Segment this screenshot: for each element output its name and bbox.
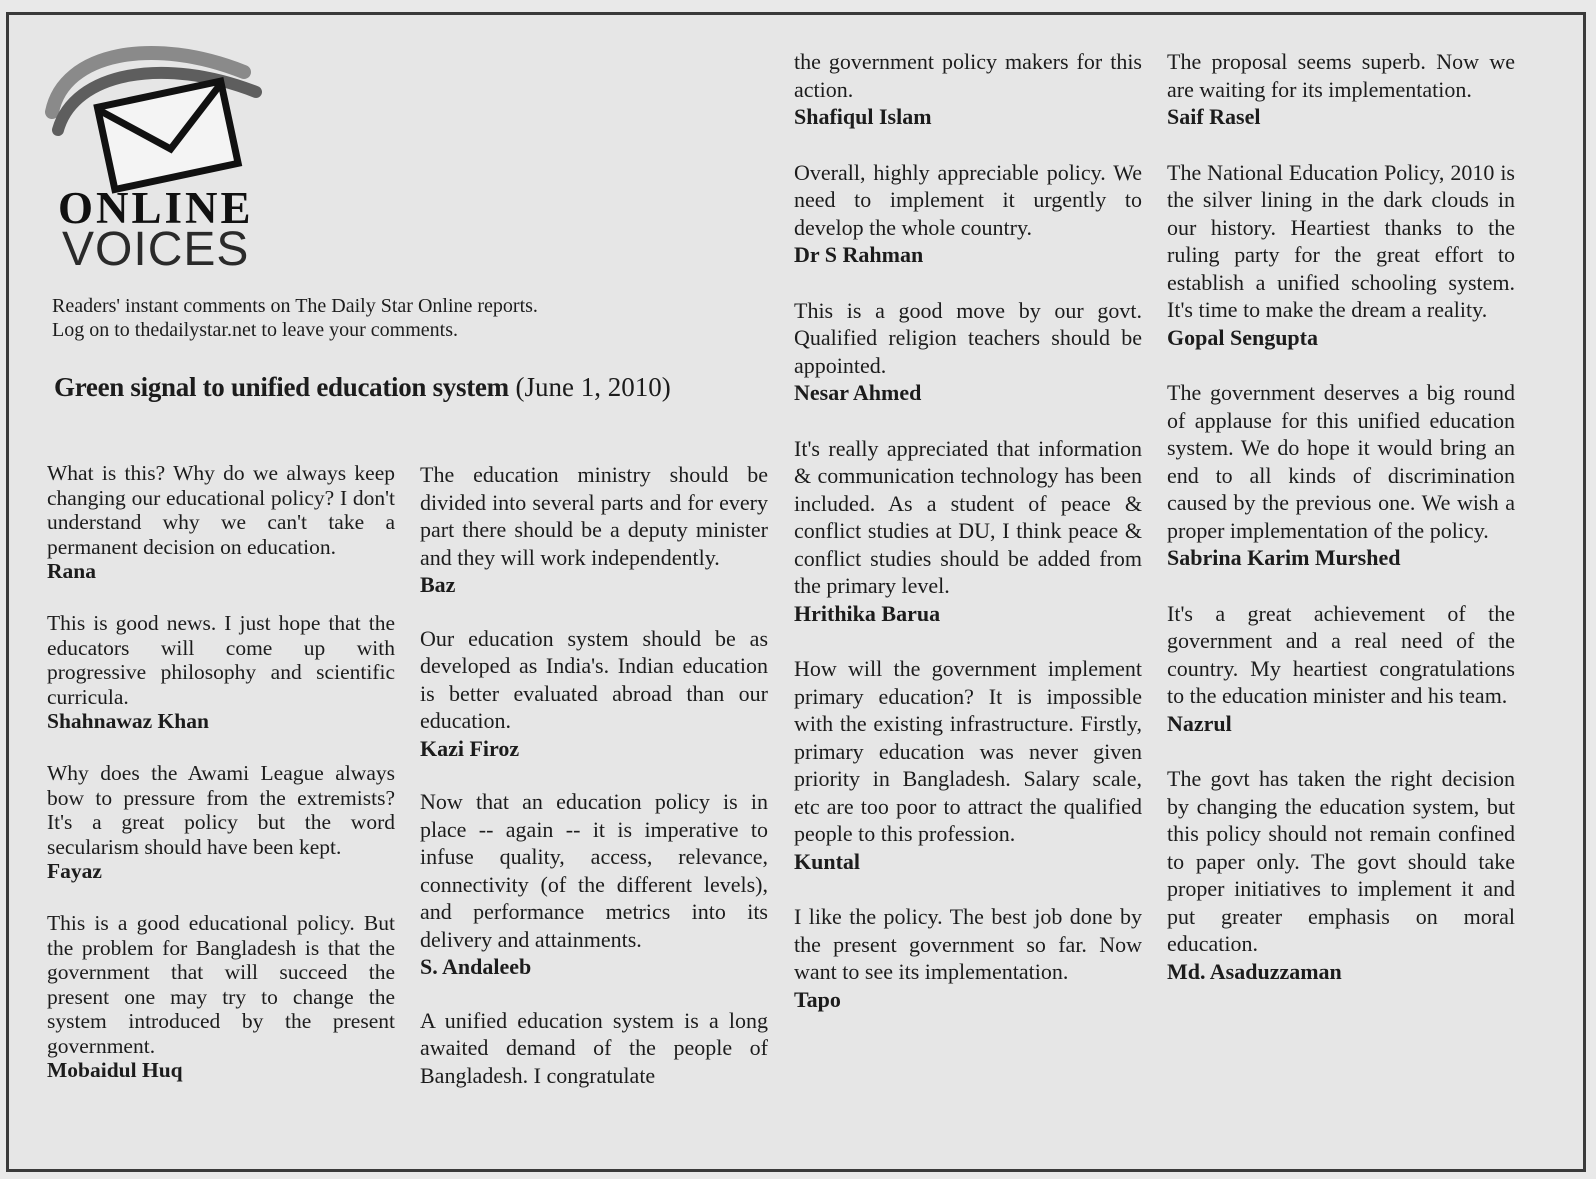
comment-column-2: [420, 461, 768, 1115]
headline-date: (June 1, 2010): [508, 372, 671, 402]
comment-author: Dr S Rahman: [794, 242, 924, 267]
logo-text-voices: VOICES: [62, 223, 250, 276]
comment-text: This is a good move by our govt. Qualified religion teachers should be appointed.: [794, 297, 1142, 378]
intro-text: [52, 294, 692, 342]
comment-text: Overall, highly appreciable policy. We need to implement it urgently to develop the whole country.: [794, 159, 1142, 240]
comment-text: Why does the Awami League always bow to pressure from the extremists? It's a great policy but the word secularism should have been kept.: [47, 760, 395, 859]
comment: [794, 655, 1142, 875]
comment-author: Kuntal: [794, 848, 861, 874]
comment-author: Mobaidul Huq: [47, 1058, 183, 1083]
online-voices-logo: [44, 42, 284, 282]
comment-text: Now that an education policy is in place -- again -- it is imperative to infuse quality, access, relevance, connectivity (of the different levels), and performance metrics into its delivery and attainments.: [420, 789, 768, 952]
comment: [794, 159, 1142, 269]
intro-line-1: Readers' instant comments on The Daily Star Online reports.: [52, 295, 538, 317]
comment-text: A unified education system is a long awaited demand of the people of Bangladesh. I congratulate: [420, 1007, 768, 1088]
intro-line-2: Log on to thedailystar.net to leave your comments.: [52, 319, 459, 341]
comment-column-1: [47, 461, 395, 1110]
logo-text-online: ONLINE: [58, 183, 254, 233]
comment: [794, 435, 1142, 628]
envelope-icon: [44, 42, 284, 202]
comment-author: Baz: [420, 572, 456, 597]
comment-text: How will the government implement primary education? It is impossible with the existing infrastructure. Firstly, primary education was never given priority in Bangladesh. Salary scale, etc are too poor to attract the qualified people to this profession.: [794, 656, 1142, 846]
comment: [420, 625, 768, 763]
comment-text: the government policy makers for this action.: [794, 49, 1142, 102]
comment: [794, 297, 1142, 407]
comment: [1167, 765, 1515, 985]
comment-author: Nesar Ahmed: [794, 380, 922, 405]
comment-author: Gopal Sengupta: [1167, 324, 1318, 350]
comment: [794, 903, 1142, 1013]
comment-text: Our education system should be as developed as India's. Indian education is better evaluated abroad than our education.: [420, 625, 768, 733]
headline-title: Green signal to unified education system: [54, 372, 509, 402]
comment: [1167, 48, 1515, 131]
comment: [47, 911, 395, 1083]
comment-author: Sabrina Karim Murshed: [1167, 545, 1401, 570]
comment-author: Md. Asaduzzaman: [1167, 958, 1342, 984]
comment-text: What is this? Why do we always keep changing our educational policy? I don't understand why we can't take a permanent decision on education.: [47, 461, 395, 559]
comment-text: The govt has taken the right decision by changing the education system, but this policy should not remain confined to paper only. The govt should take proper initiatives to implement it and put greater emphasis on moral education.: [1167, 766, 1515, 956]
comment-text: The National Education Policy, 2010 is the silver lining in the dark clouds in our history. Heartiest thanks to the ruling party for the great effort to establish a unified schooling system. It's time to make the dream a reality.: [1167, 159, 1515, 322]
comment-author: Tapo: [794, 986, 841, 1012]
comment: [47, 761, 395, 884]
comment: [420, 461, 768, 599]
comment-column-3: [794, 48, 1142, 1041]
comment: [1167, 600, 1515, 738]
comment-author: Shahnawaz Khan: [47, 709, 209, 734]
comment-text: This is a good educational policy. But the problem for Bangladesh is that the government that will succeed the present one may try to change the system introduced by the present government.: [47, 910, 395, 1058]
comment-author: Kazi Firoz: [420, 735, 520, 761]
comment: [420, 788, 768, 981]
comment: [420, 1007, 768, 1090]
comment-text: It's a great achievement of the government and a real need of the country. My heartiest congratulations to the education minister and his team.: [1167, 600, 1515, 708]
comment-text: This is good news. I just hope that the educators will come up with progressive philosophy and scientific curricula.: [47, 610, 395, 709]
comment: [794, 48, 1142, 131]
comment-author: S. Andaleeb: [420, 954, 532, 979]
comment: [1167, 379, 1515, 572]
comment: [47, 611, 395, 734]
comment-author: Hrithika Barua: [794, 600, 941, 626]
comment-author: Shafiqul Islam: [794, 104, 932, 129]
comment-author: Saif Rasel: [1167, 104, 1261, 129]
comment: [1167, 159, 1515, 352]
comment-text: The government deserves a big round of applause for this unified education system. We do hope it would bring an end to all kinds of discrimination caused by the previous one. We wish a proper implementation of the policy.: [1167, 380, 1515, 543]
comment: [47, 461, 395, 584]
comment-text: The proposal seems superb. Now we are waiting for its implementation.: [1167, 49, 1515, 102]
comment-text: It's really appreciated that information & communication technology has been included. As a student of peace & conflict studies at DU, I think peace & conflict studies should be added from the primary level.: [794, 435, 1142, 598]
comment-text: I like the policy. The best job done by the present government so far. Now want to see its implementation.: [794, 904, 1142, 984]
comment-column-4: [1167, 48, 1515, 1013]
comment-text: The education ministry should be divided into several parts and for every part there should be a deputy minister and they will work independently.: [420, 462, 768, 570]
comment-author: Nazrul: [1167, 710, 1232, 736]
comment-author: Rana: [47, 559, 96, 584]
headline: [54, 372, 774, 403]
comment-author: Fayaz: [47, 859, 102, 884]
